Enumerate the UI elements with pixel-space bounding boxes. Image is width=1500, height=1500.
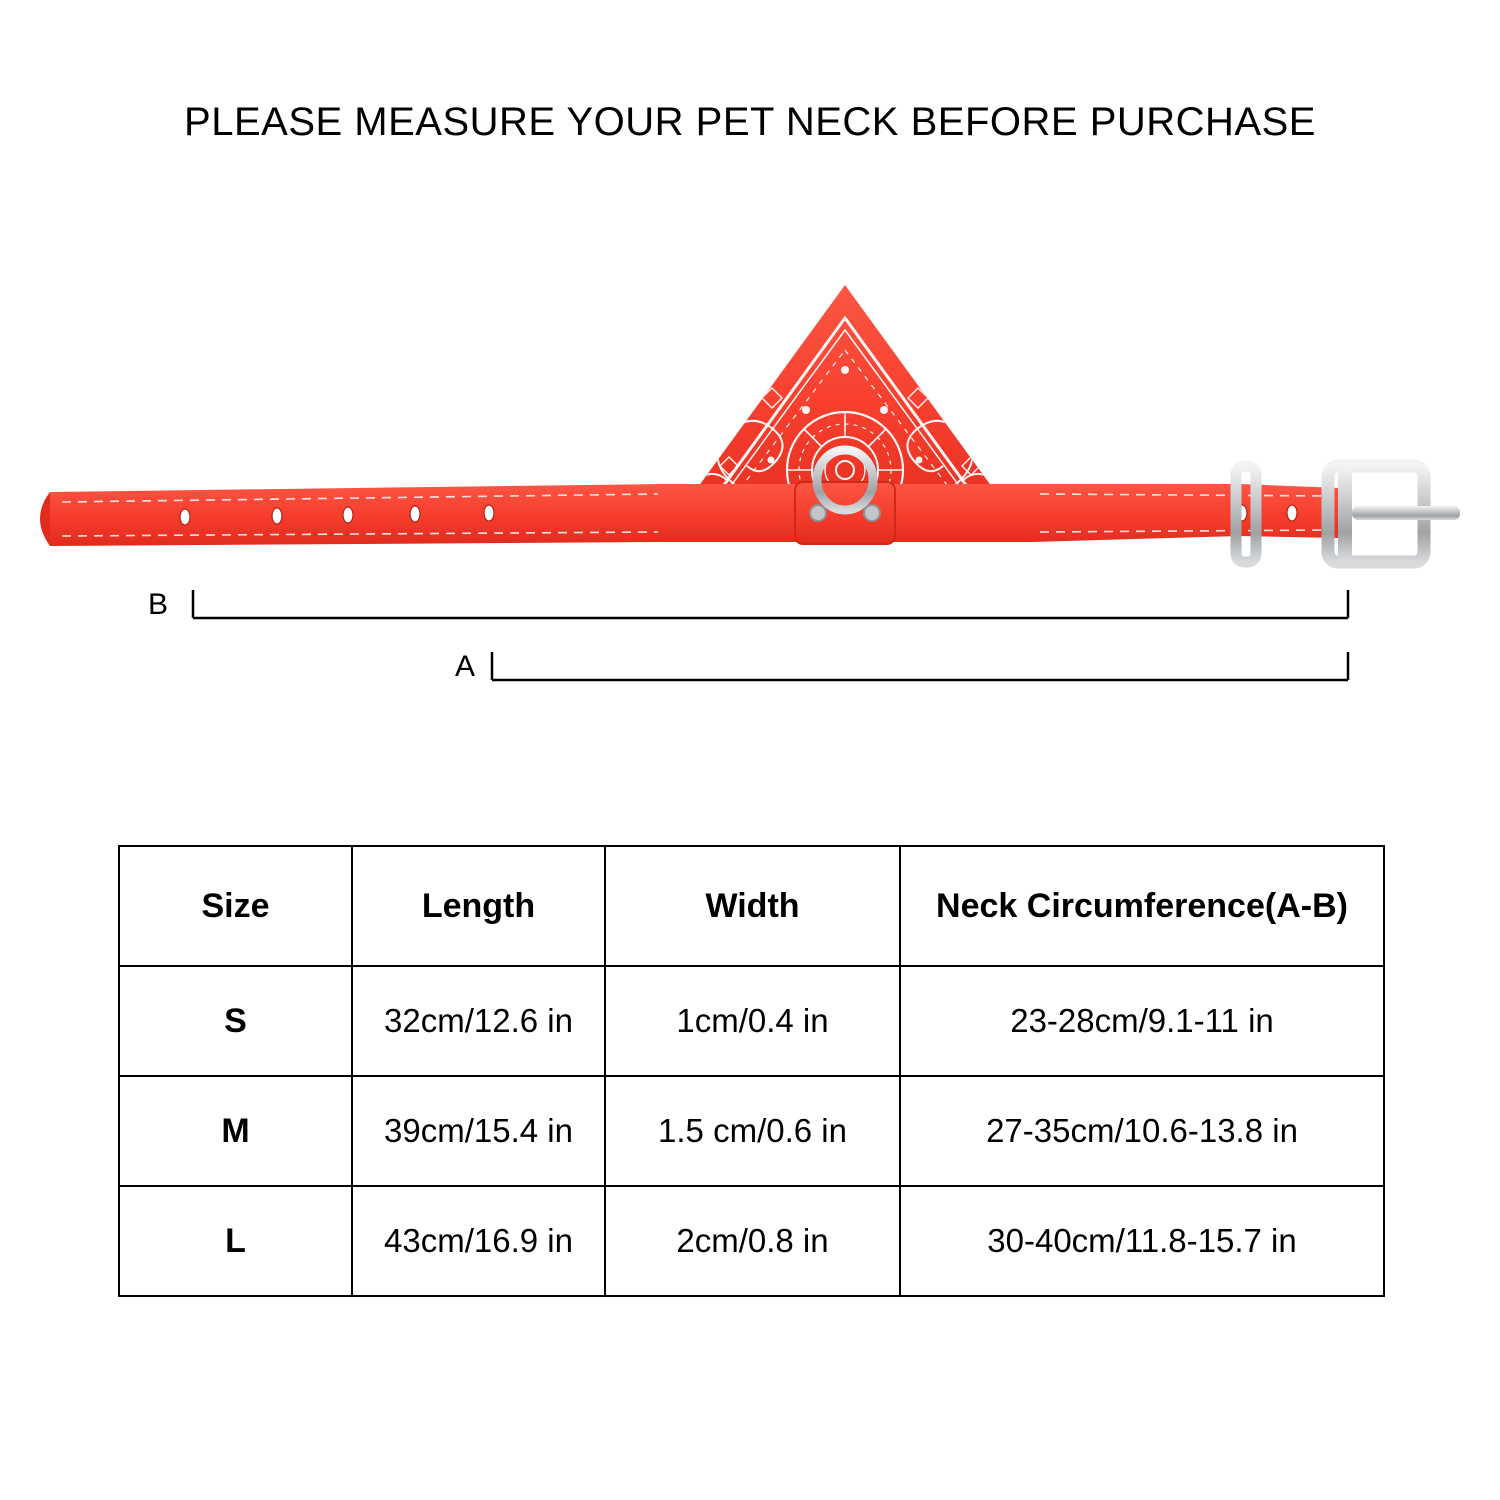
table-row <box>119 1076 1384 1186</box>
cell-size: M <box>119 1076 352 1186</box>
product-illustration <box>0 270 1500 600</box>
cell-neck: 23-28cm/9.1-11 in <box>900 966 1384 1076</box>
cell-width: 1cm/0.4 in <box>605 966 900 1076</box>
cell-length: 43cm/16.9 in <box>352 1186 605 1296</box>
cell-width: 2cm/0.8 in <box>605 1186 900 1296</box>
dimension-label-b: B <box>148 588 169 621</box>
table-row <box>119 1186 1384 1296</box>
dimension-label-a: A <box>455 650 476 683</box>
table-row <box>119 966 1384 1076</box>
cell-size: S <box>119 966 352 1076</box>
cell-neck: 27-35cm/10.6-13.8 in <box>900 1076 1384 1186</box>
header-length: Length <box>352 846 605 966</box>
cell-neck: 30-40cm/11.8-15.7 in <box>900 1186 1384 1296</box>
page-title: PLEASE MEASURE YOUR PET NECK BEFORE PURCHASE <box>184 100 1316 144</box>
table-header-row <box>119 846 1384 966</box>
size-table <box>118 845 1385 1297</box>
cell-length: 32cm/12.6 in <box>352 966 605 1076</box>
header-neck-circumference: Neck Circumference(A-B) <box>900 846 1384 966</box>
cell-size: L <box>119 1186 352 1296</box>
dimension-lines <box>0 570 1500 700</box>
cell-length: 39cm/15.4 in <box>352 1076 605 1186</box>
header-width: Width <box>605 846 900 966</box>
cell-width: 1.5 cm/0.6 in <box>605 1076 900 1186</box>
collar-strap <box>40 484 1340 546</box>
header-size: Size <box>119 846 352 966</box>
